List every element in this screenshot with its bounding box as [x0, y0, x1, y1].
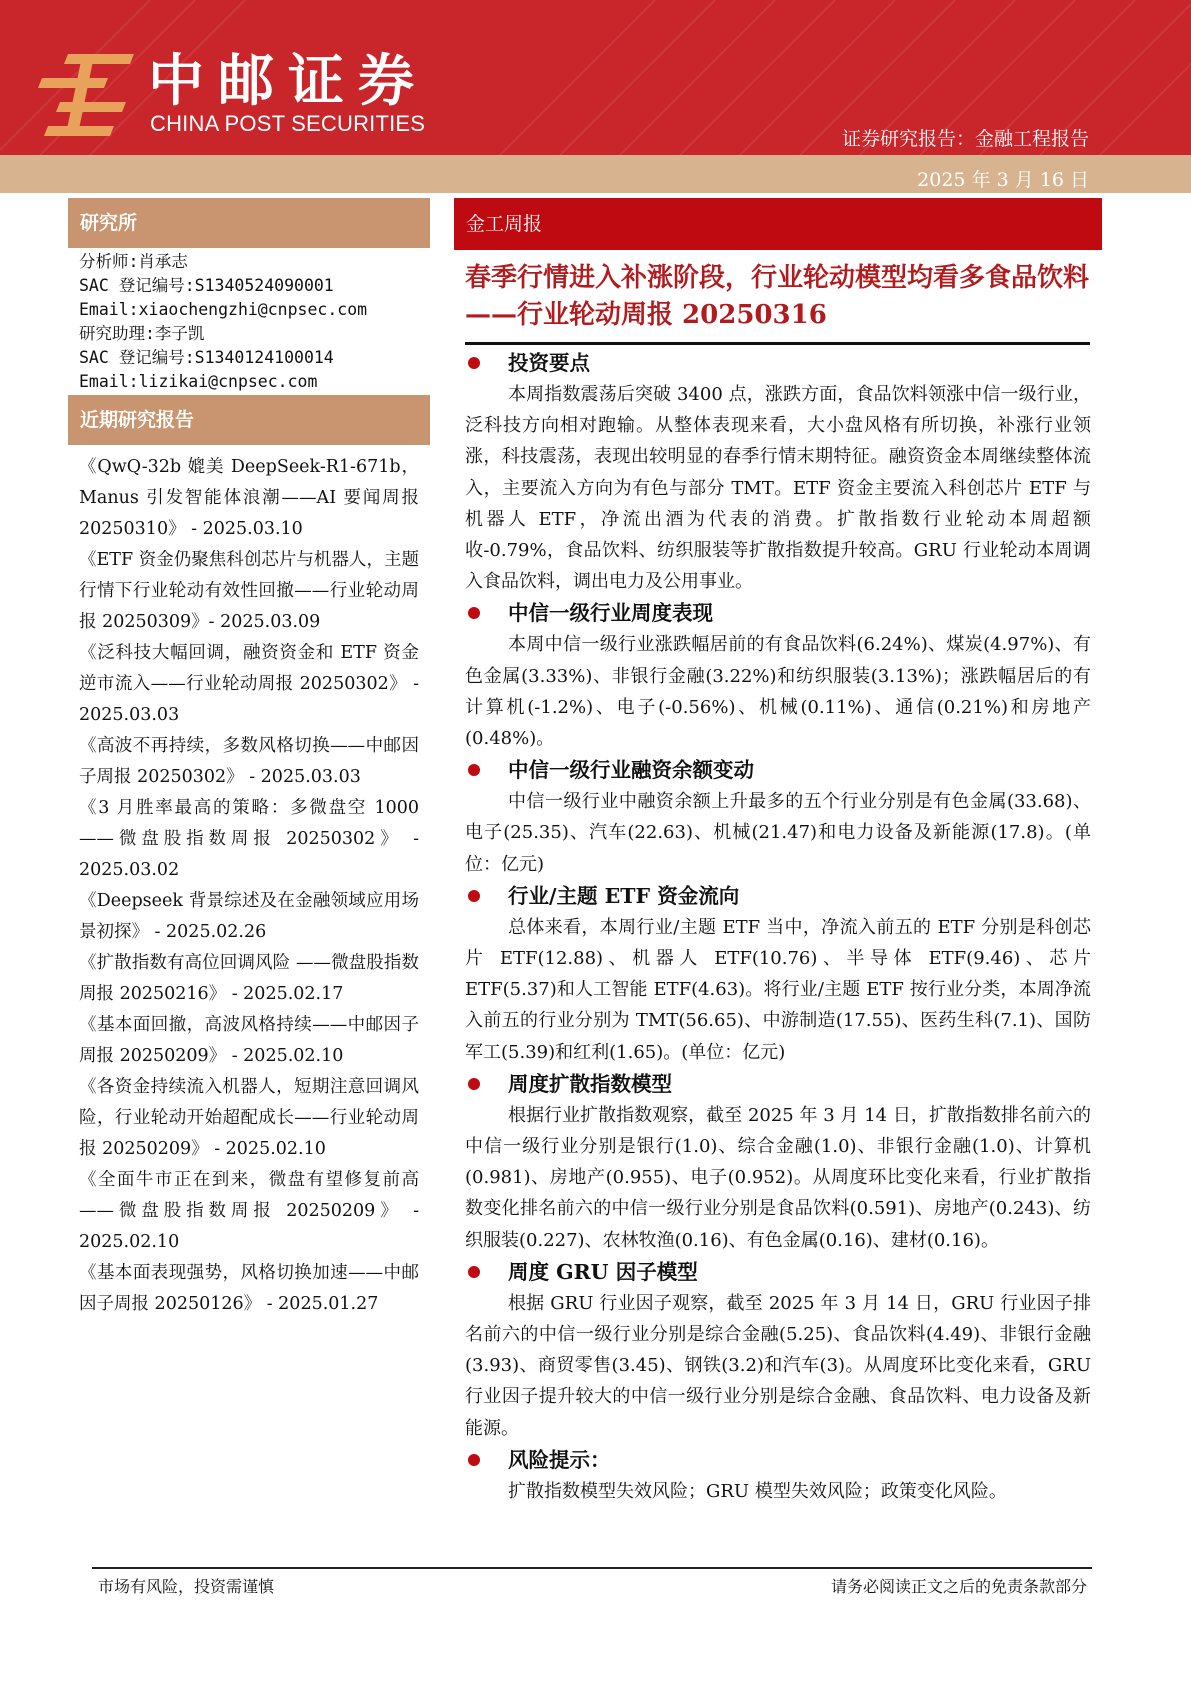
- bullet-dot-icon: [468, 607, 480, 619]
- footer-divider: [92, 1567, 1092, 1569]
- assistant-name: 研究助理:李子凯: [79, 324, 205, 343]
- bullet-dot-icon: [468, 357, 480, 369]
- recent-reports-list: [79, 452, 419, 1320]
- section-body-key-points: 本周指数震荡后突破 3400 点，涨跌方面，食品饮料领涨中信一级行业，泛科技方向相对跑输。从整体表现来看，大小盘风格有所切换，补涨行业领涨，科技震荡，表现出较明显的春季行情末期特征。融资资金本周继续整体流入，主要流入方向为有色与部分 TMT。ETF 资金主要流入科创芯片 ETF 与机器人 ETF，净流出酒为代表的消费。扩散指数行业轮动本周超额收-0.79%，食品饮料、纺织服装等扩散指数提升较高。GRU 行业轮动本周调入食品饮料，调出电力及公用事业。: [465, 384, 1091, 593]
- recent-report-item[interactable]: 《Deepseek 背景综述及在金融领域应用场景初探》 - 2025.02.26: [79, 891, 419, 942]
- report-date: 2025 年 3 月 16 日: [917, 169, 1089, 191]
- section-body-etf-flows: 总体来看，本周行业/主题 ETF 当中，净流入前五的 ETF 分别是科创芯片 ETF(12.88)、机器人 ETF(10.76)、半导体 ETF(9.46)、芯片 ETF(5.37)和人工智能 ETF(4.63)。将行业/主题 ETF 按行业分类，本周净流入前五的行业分别为 TMT(56.65)、中游制造(17.55)、医药生科(7.1)、国防军工(5.39)和红利(1.65)。(单位：亿元): [465, 916, 1091, 1063]
- footer-disclaimer-notice: 请务必阅读正文之后的免责条款部分: [830, 1577, 1087, 1596]
- section-heading-etf-flows: 行业/主题 ETF 资金流向: [465, 880, 1091, 912]
- recent-report-item[interactable]: 《QwQ-32b 媲美 DeepSeek-R1-671b，Manus 引发智能体浪潮——AI 要闻周报 20250310》 - 2025.03.10: [79, 457, 419, 539]
- brand-name-en: CHINA POST SECURITIES: [150, 111, 426, 136]
- recent-report-item[interactable]: 《各资金持续流入机器人，短期注意回调风险，行业轮动开始超配成长——行业轮动周报 20250209》 - 2025.02.10: [79, 1077, 419, 1159]
- section-heading-key-points: 投资要点: [465, 347, 1091, 379]
- section-body-risk: 扩散指数模型失效风险；GRU 模型失效风险；政策变化风险。: [508, 1480, 1007, 1502]
- section-body-weekly-performance: 本周中信一级行业涨跌幅居前的有食品饮料(6.24%)、煤炭(4.97%)、有色金属(3.33%)、非银行金融(3.22%)和纺织服装(3.13%)；涨跌幅居后的有计算机(-1.2%)、电子(-0.56%)、机械(0.11%)、通信(0.21%)和房地产(0.48%)。: [465, 634, 1091, 750]
- section-heading-gru-model: 周度 GRU 因子模型: [465, 1256, 1091, 1288]
- recent-report-item[interactable]: 《3 月胜率最高的策略：多微盘空 1000——微盘股指数周报 20250302》 - 2025.03.02: [79, 798, 419, 880]
- section-body-margin-balance: 中信一级行业中融资余额上升最多的五个行业分别是有色金属(33.68)、电子(25.35)、汽车(22.63)、机械(21.47)和电力设备及新能源(17.8)。(单位：亿元): [465, 791, 1091, 875]
- institute-heading: 研究所: [68, 198, 430, 248]
- assistant-email[interactable]: Email:lizikai@cnpsec.com: [79, 372, 318, 391]
- section-body-gru-model: 根据 GRU 行业因子观察，截至 2025 年 3 月 14 日，GRU 行业因子排名前六的中信一级行业分别是综合金融(5.25)、食品饮料(4.49)、非银行金融(3.93)、商贸零售(3.45)、钢铁(3.2)和汽车(3)。从周度环比变化来看，GRU 行业因子提升较大的中信一级行业分别是综合金融、食品饮料、电力设备及新能源。: [465, 1292, 1091, 1439]
- analyst-sac: SAC 登记编号:S1340524090001: [79, 276, 334, 295]
- report-type: 证券研究报告：金融工程报告: [841, 128, 1089, 150]
- recent-report-item[interactable]: 《泛科技大幅回调，融资资金和 ETF 资金逆市流入——行业轮动周报 20250302》 - 2025.03.03: [79, 643, 419, 725]
- header-banner: [0, 0, 1191, 155]
- section-heading-diffusion-model: 周度扩散指数模型: [465, 1068, 1091, 1100]
- bullet-dot-icon: [468, 1266, 480, 1278]
- recent-report-item[interactable]: 《扩散指数有高位回调风险 ——微盘股指数周报 20250216》 - 2025.02.17: [79, 953, 419, 1004]
- bullet-dot-icon: [468, 890, 480, 902]
- report-content: [465, 347, 1091, 1507]
- report-category-tag: 金工周报: [454, 198, 1102, 250]
- recent-report-item[interactable]: 《基本面回撤，高波风格持续——中邮因子周报 20250209》 - 2025.02.10: [79, 1015, 419, 1066]
- section-body-diffusion-model: 根据行业扩散指数观察，截至 2025 年 3 月 14 日，扩散指数排名前六的中信一级行业分别是银行(1.0)、综合金融(1.0)、非银行金融(1.0)、计算机(0.981)、房地产(0.955)、电子(0.952)。从周度环比变化来看，行业扩散指数变化排名前六的中信一级行业分别是食品饮料(0.591)、房地产(0.243)、纺织服装(0.227)、农林牧渔(0.16)、有色金属(0.16)、建材(0.16)。: [465, 1104, 1091, 1251]
- bullet-dot-icon: [468, 764, 480, 776]
- recent-report-item[interactable]: 《基本面表现强势，风格切换加速——中邮因子周报 20250126》 - 2025.01.27: [79, 1263, 419, 1314]
- section-heading-margin-balance: 中信一级行业融资余额变动: [465, 754, 1091, 786]
- brand-name-cn: 中邮证券: [148, 49, 428, 114]
- title-divider: [465, 342, 1090, 345]
- china-post-logo-icon: [38, 50, 138, 138]
- assistant-sac: SAC 登记编号:S1340124100014: [79, 348, 334, 367]
- section-heading-risk: 风险提示：: [465, 1444, 1091, 1476]
- report-title: 春季行情进入补涨阶段，行业轮动模型均看多食品饮料——行业轮动周报 20250316: [465, 263, 1090, 330]
- footer-risk-notice: 市场有风险，投资需谨慎: [98, 1577, 275, 1596]
- analyst-email[interactable]: Email:xiaochengzhi@cnpsec.com: [79, 300, 368, 319]
- bullet-dot-icon: [468, 1078, 480, 1090]
- bullet-dot-icon: [468, 1454, 480, 1466]
- analyst-info: [79, 250, 429, 394]
- analyst-name: 分析师:肖承志: [79, 252, 188, 271]
- section-heading-weekly-performance: 中信一级行业周度表现: [465, 597, 1091, 629]
- recent-report-item[interactable]: 《高波不再持续，多数风格切换——中邮因子周报 20250302》 - 2025.03.03: [79, 736, 419, 787]
- recent-reports-heading: 近期研究报告: [68, 395, 430, 445]
- recent-report-item[interactable]: 《ETF 资金仍聚焦科创芯片与机器人，主题行情下行业轮动有效性回撤——行业轮动周报 20250309》- 2025.03.09: [79, 550, 419, 632]
- recent-report-item[interactable]: 《全面牛市正在到来，微盘有望修复前高 ——微盘股指数周报 20250209》 - 2025.02.10: [79, 1170, 419, 1252]
